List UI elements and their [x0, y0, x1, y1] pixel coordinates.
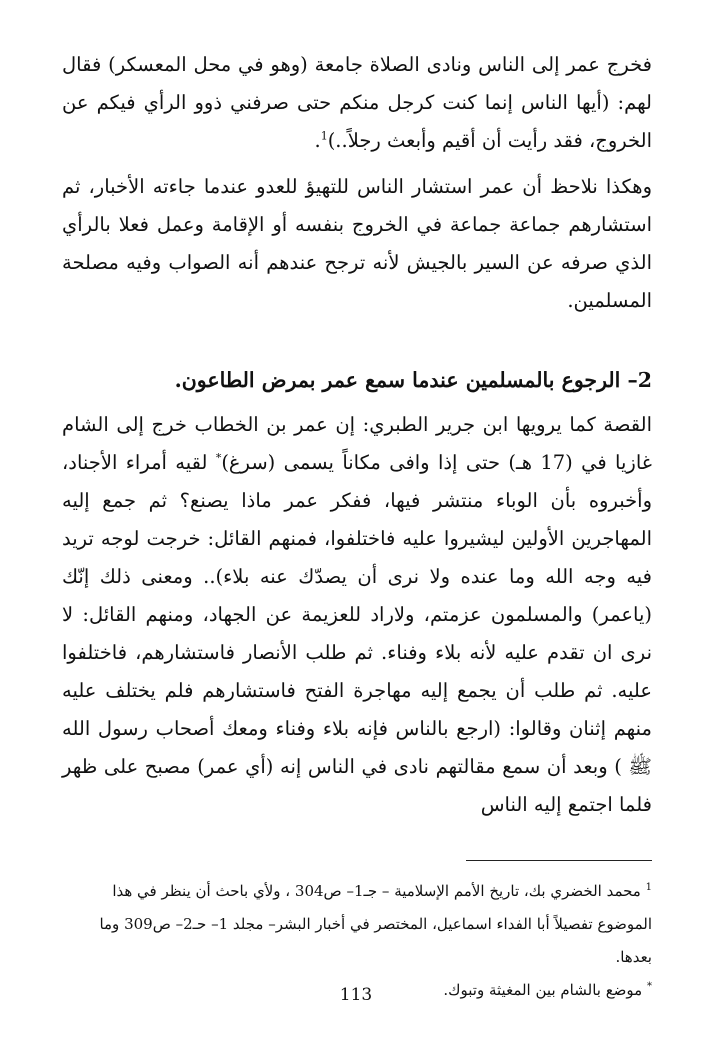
paragraph-1-period: .	[314, 129, 321, 152]
footnote-ref-star[interactable]: *	[215, 451, 222, 465]
paragraph-1	[62, 46, 652, 160]
footnote-ref-1[interactable]: 1	[320, 129, 328, 143]
footnote-2-marker: *	[647, 981, 652, 992]
footnote-2-text: موضع بالشام بين المغيثة وتبوك.	[443, 981, 643, 999]
footnote-1	[62, 875, 652, 974]
footnote-1-marker: 1	[645, 882, 652, 893]
paragraph-3-text-rest: لقيه أمراء الأجناد، وأخبروه بأن الوباء منتشر فيها، ففكر عمر ماذا يصنع؟ ثم جمع إليه المهاجرين الأولين ليشيروا عليه فاختلفوا، فمنهم القائل: خرجت لوجه تريد فيه وجه الله وما عنده ولا نرى أن يصدّك عنه بلاء).. ومعنى ذلك إنّك (ياعمر) والمسلمون عزمتم، ولاراد للعزيمة عن الجهاد، ومنهم القائل: لا نرى ان تقدم عليه لأنه بلاء وفناء. ثم طلب الأنصار فاستشارهم، فاختلفوا عليه. ثم طلب أن يجمع إليه مهاجرة الفتح فاستشارهم فلم يختلف عليه منهم إثنان وقالوا: (ارجع بالناس فإنه بلاء وفناء ومعك أصحاب رسول الله ﷺ ) وبعد أن سمع مقالتهم نادى في الناس إنه (أي عمر) مصبح على ظهر فلما اجتمع إليه الناس	[62, 451, 652, 816]
section-heading: 2– الرجوع بالمسلمين عندما سمع عمر بمرض الطاعون.	[174, 368, 652, 392]
footnote-1-text: محمد الخضري بك، تاريخ الأمم الإسلامية – جـ1– ص304 ، ولأي باحث أن ينظر في هذا الموضوع تفصيلاً أبا الفداء اسماعيل، المختصر في أخبار البشر– مجلد 1– حـ2– ص309 وما بعدها.	[99, 882, 652, 966]
page-number: 113	[339, 985, 373, 1005]
paragraph-3	[62, 406, 652, 824]
paragraph-2: وهكذا نلاحظ أن عمر استشار الناس للتهيؤ للعدو عندما جاءته الأخبار، ثم استشارهم جماعة جماعة في الخروج بنفسه أو الإقامة وعمل فعلا بالرأي الذي صرفه عن السير بالجيش لأنه ترجح عندهم أنه الصواب وفيه مصلحة المسلمين.	[62, 175, 652, 312]
paragraph-1-text: فخرج عمر إلى الناس ونادى الصلاة جامعة (وهو في محل المعسكر) فقال لهم: (أيها الناس إنما كنت كرجل منكم حتى صرفني ذوو الرأي فيكم عن الخروج، فقد رأيت أن أقيم وأبعث رجلاً..)	[62, 53, 652, 152]
document-page	[62, 40, 652, 1058]
paragraph-3-text-start: القصة كما يرويها ابن جرير الطبري: إن عمر بن الخطاب خرج إلى الشام غازيا في (17 هـ) حتى إذا وافى مكاناً يسمى (سرغ)	[62, 413, 652, 474]
footnote-divider	[466, 860, 652, 861]
